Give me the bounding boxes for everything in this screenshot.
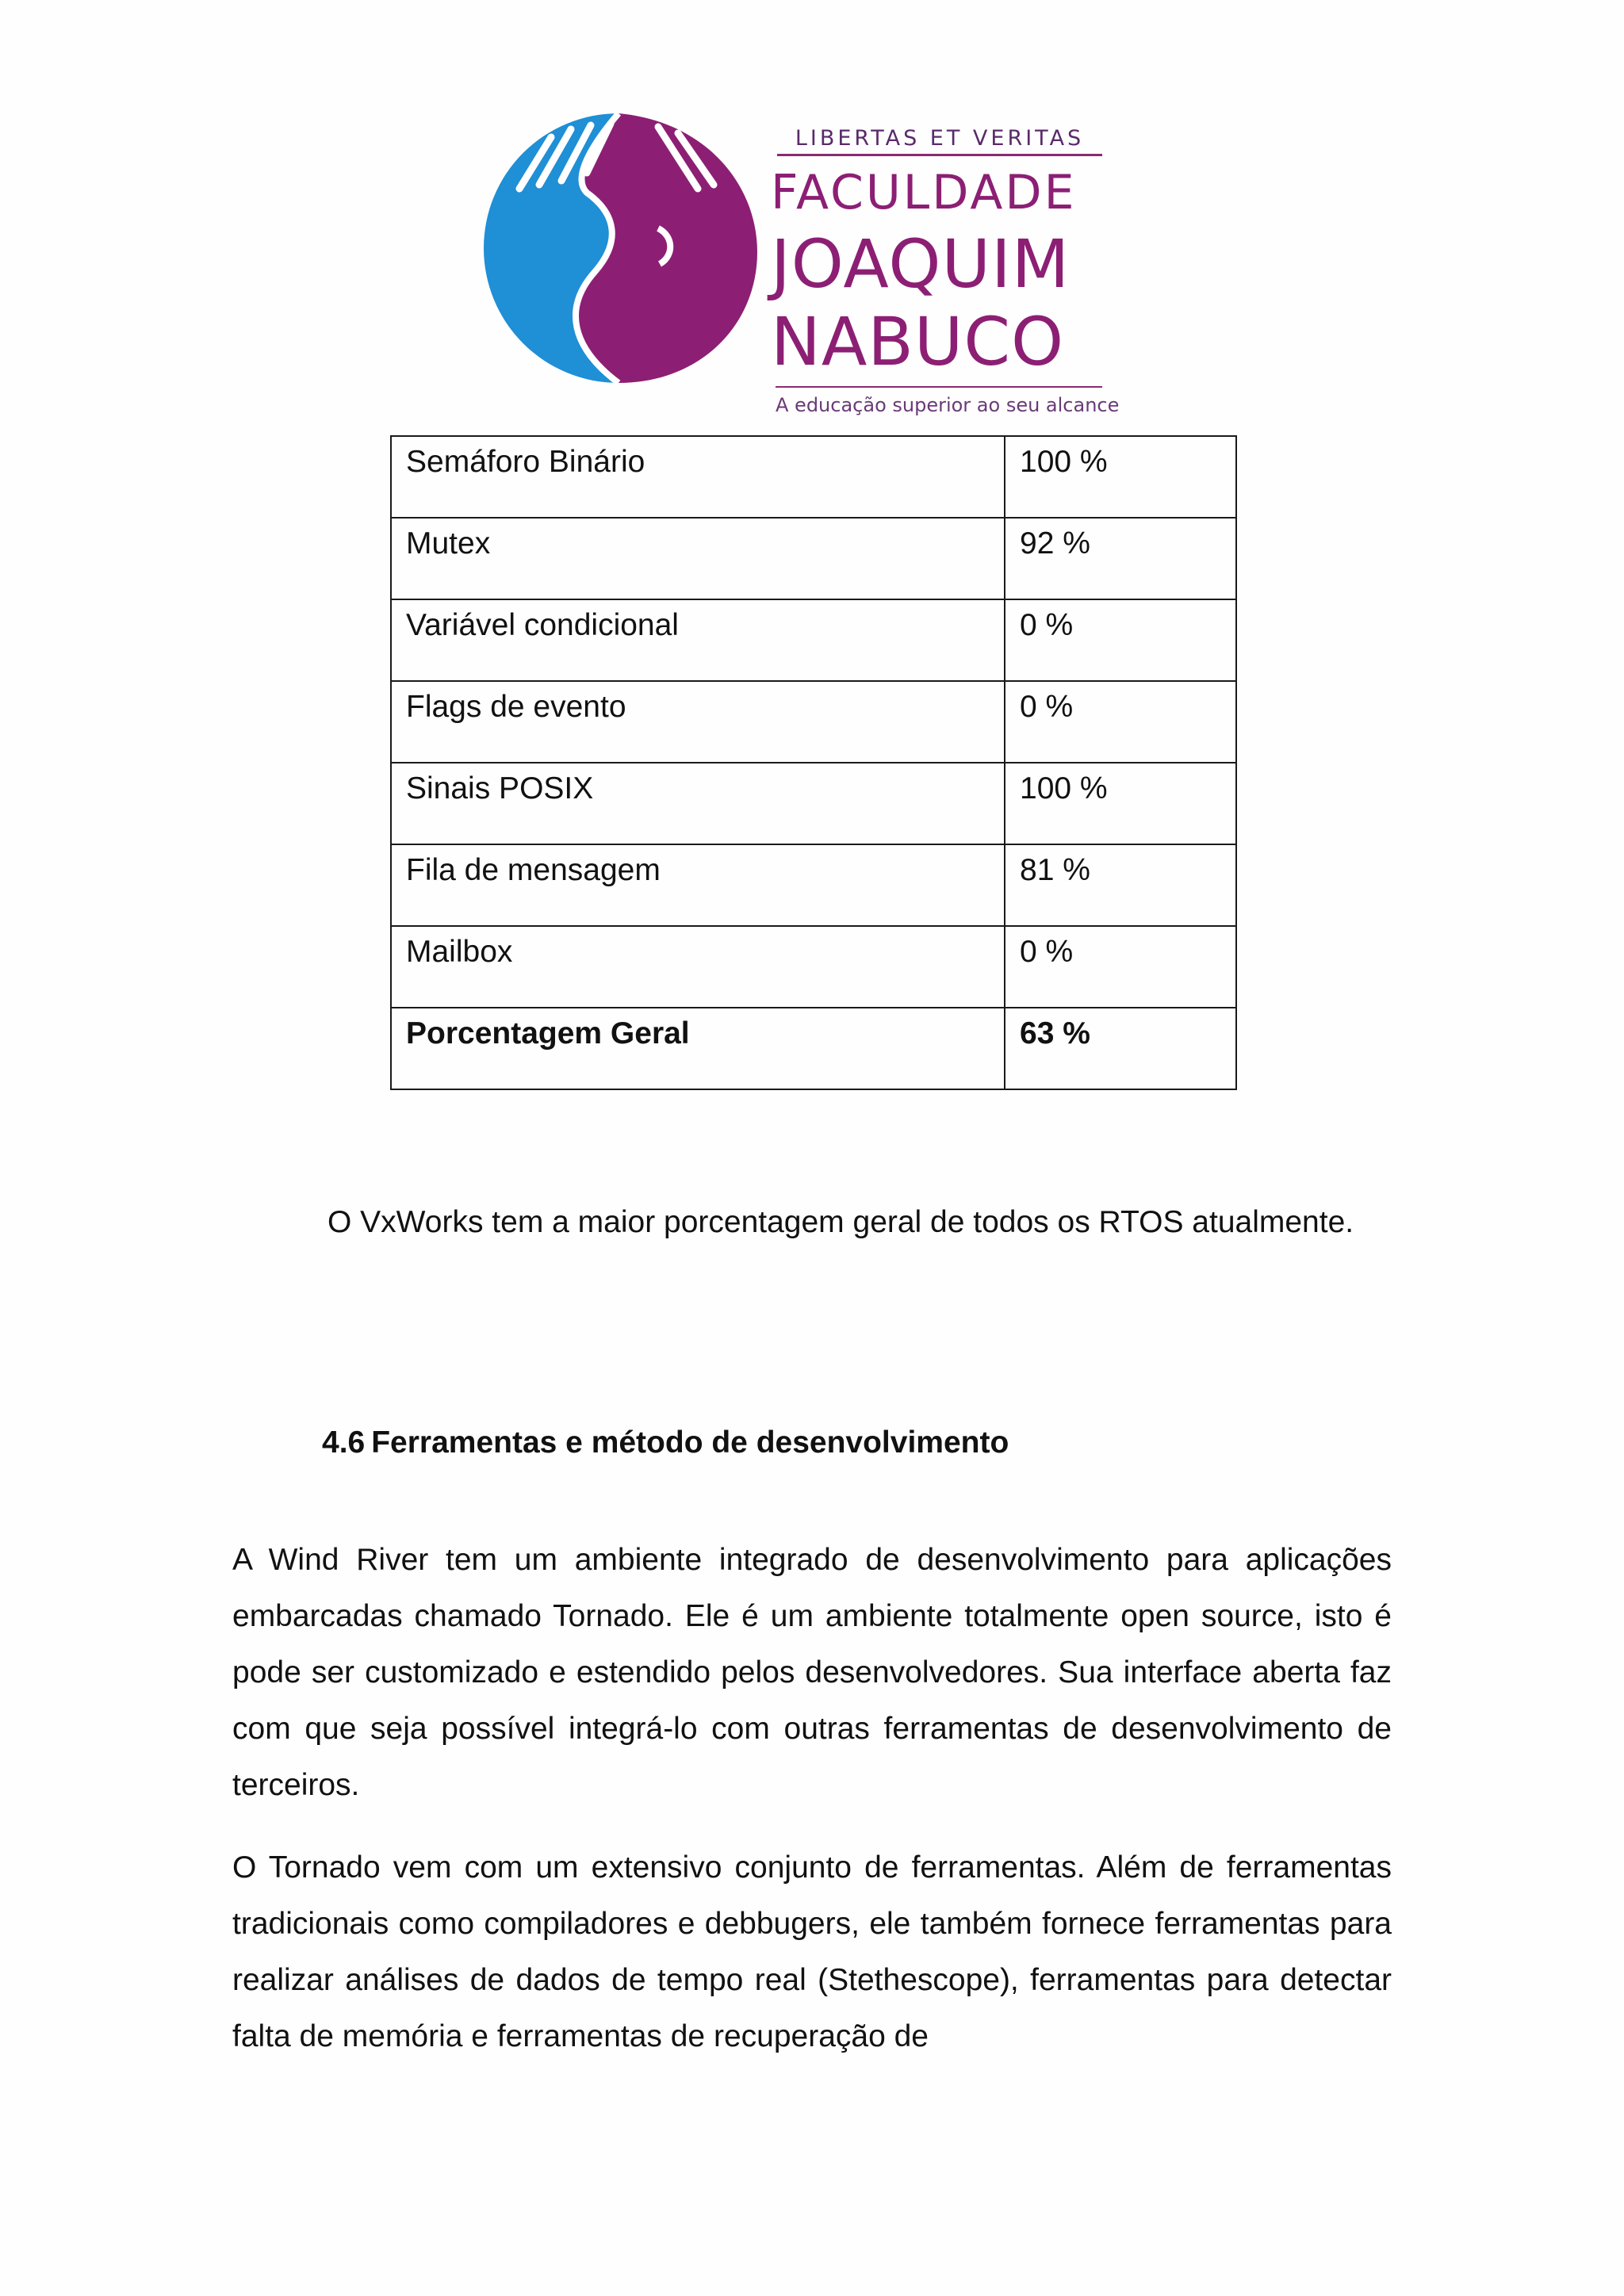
table-cell-name: Mailbox: [391, 926, 1005, 1008]
table-row-total: [391, 1008, 1236, 1089]
table-cell-value: 0 %: [1005, 681, 1236, 763]
logo-line-joaquim: JOAQUIM: [771, 225, 1071, 303]
table-cell-name: Variável condicional: [391, 599, 1005, 681]
section-number: 4.6: [322, 1425, 366, 1460]
table-cell-value: 81 %: [1005, 844, 1236, 926]
table-total-value: 63 %: [1005, 1008, 1236, 1089]
table-cell-value: 0 %: [1005, 599, 1236, 681]
section-title: Ferramentas e método de desenvolvimento: [371, 1425, 1009, 1460]
logo-line-nabuco: NABUCO: [771, 303, 1065, 381]
table-total-label: Porcentagem Geral: [391, 1008, 1005, 1089]
table-cell-name: Fila de mensagem: [391, 844, 1005, 926]
rtos-percentage-table: [390, 435, 1237, 1090]
table-cell-name: Semáforo Binário: [391, 436, 1005, 518]
table-cell-value: 100 %: [1005, 436, 1236, 518]
section-heading: [322, 1419, 1009, 1467]
table-cell-value: 0 %: [1005, 926, 1236, 1008]
table-row: [391, 681, 1236, 763]
table-row: [391, 763, 1236, 844]
table-cell-name: Sinais POSIX: [391, 763, 1005, 844]
logo-tagline: A educação superior ao seu alcance: [776, 386, 1102, 416]
faculdade-logo: [476, 109, 1120, 416]
paragraph-vxworks: O VxWorks tem a maior porcentagem geral de todos os RTOS atualmente.: [327, 1205, 1354, 1239]
table-row: [391, 844, 1236, 926]
table-cell-value: 100 %: [1005, 763, 1236, 844]
paragraph-tornado-tools: O Tornado vem com um extensivo conjunto de ferramentas. Além de ferramentas tradicionais como compiladores e debbugers, ele também fornece ferramentas para realizar análises de dados de tempo real (Stethescope), ferramentas para detectar falta de memória e ferramentas de recuperação de: [232, 1850, 1392, 2053]
paragraph-wind-river: A Wind River tem um ambiente integrado de desenvolvimento para aplicações embarcadas chamado Tornado. Ele é um ambiente totalmente open source, isto é pode ser customizado e estendido pelos desenvolvedores. Sua interface aberta faz com que seja possível integrá-lo com outras ferramentas de desenvolvimento de terceiros.: [232, 1543, 1392, 1802]
table-row: [391, 518, 1236, 599]
table-row: [391, 436, 1236, 518]
logo-wordmark: [771, 124, 1120, 416]
table-row: [391, 599, 1236, 681]
table-row: [391, 926, 1236, 1008]
table-cell-value: 92 %: [1005, 518, 1236, 599]
table-cell-name: Mutex: [391, 518, 1005, 599]
logo-line-faculdade: FACULDADE: [771, 165, 1077, 220]
logo-motto: LIBERTAS ET VERITAS: [777, 124, 1102, 156]
table-cell-name: Flags de evento: [391, 681, 1005, 763]
hands-globe-icon: [476, 109, 761, 387]
